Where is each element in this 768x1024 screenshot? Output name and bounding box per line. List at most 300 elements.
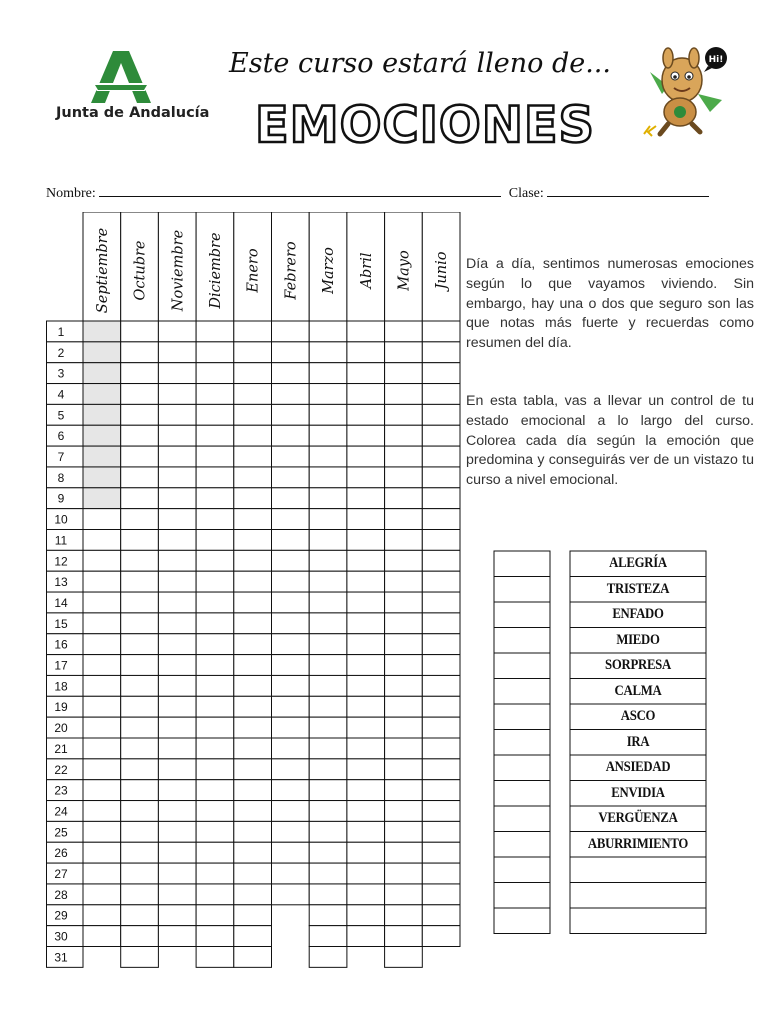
day-cell[interactable]: [347, 905, 385, 926]
day-cell[interactable]: [83, 363, 121, 384]
day-cell[interactable]: [385, 801, 423, 822]
day-cell[interactable]: [234, 842, 272, 863]
day-cell[interactable]: [385, 467, 423, 488]
day-cell[interactable]: [385, 717, 423, 738]
day-cell[interactable]: [347, 842, 385, 863]
day-cell[interactable]: [347, 363, 385, 384]
day-cell[interactable]: [309, 342, 347, 363]
day-cell[interactable]: [272, 863, 310, 884]
day-cell[interactable]: [309, 509, 347, 530]
name-field[interactable]: [99, 184, 501, 197]
day-cell[interactable]: [196, 467, 234, 488]
day-cell[interactable]: [158, 384, 196, 405]
day-cell[interactable]: [272, 759, 310, 780]
day-cell[interactable]: [158, 404, 196, 425]
day-cell[interactable]: [309, 821, 347, 842]
day-cell[interactable]: [385, 363, 423, 384]
day-cell[interactable]: [272, 384, 310, 405]
color-swatch-cell[interactable]: [494, 806, 550, 832]
day-cell[interactable]: [196, 488, 234, 509]
day-cell[interactable]: [196, 947, 234, 968]
day-cell[interactable]: [196, 863, 234, 884]
day-cell[interactable]: [347, 321, 385, 342]
color-swatch-cell[interactable]: [494, 628, 550, 654]
day-cell[interactable]: [83, 655, 121, 676]
day-cell[interactable]: [309, 675, 347, 696]
day-cell[interactable]: [158, 780, 196, 801]
day-cell[interactable]: [158, 696, 196, 717]
color-swatch-cell[interactable]: [494, 781, 550, 807]
day-cell[interactable]: [422, 696, 460, 717]
day-cell[interactable]: [83, 342, 121, 363]
day-cell[interactable]: [309, 655, 347, 676]
day-cell[interactable]: [309, 488, 347, 509]
day-cell[interactable]: [272, 446, 310, 467]
day-cell[interactable]: [121, 550, 159, 571]
day-cell[interactable]: [234, 571, 272, 592]
day-cell[interactable]: [309, 384, 347, 405]
day-cell[interactable]: [83, 717, 121, 738]
day-cell[interactable]: [234, 675, 272, 696]
day-cell[interactable]: [158, 655, 196, 676]
day-cell[interactable]: [422, 509, 460, 530]
day-cell[interactable]: [234, 759, 272, 780]
day-cell[interactable]: [83, 884, 121, 905]
day-cell[interactable]: [83, 321, 121, 342]
day-cell[interactable]: [422, 613, 460, 634]
day-cell[interactable]: [196, 530, 234, 551]
day-cell[interactable]: [121, 884, 159, 905]
day-cell[interactable]: [347, 488, 385, 509]
day-cell[interactable]: [385, 384, 423, 405]
day-cell[interactable]: [309, 550, 347, 571]
day-cell[interactable]: [196, 884, 234, 905]
day-cell[interactable]: [347, 759, 385, 780]
day-cell[interactable]: [385, 634, 423, 655]
day-cell[interactable]: [234, 425, 272, 446]
day-cell[interactable]: [385, 926, 423, 947]
day-cell[interactable]: [83, 696, 121, 717]
day-cell[interactable]: [385, 947, 423, 968]
day-cell[interactable]: [272, 488, 310, 509]
day-cell[interactable]: [422, 363, 460, 384]
day-cell[interactable]: [422, 467, 460, 488]
day-cell[interactable]: [158, 717, 196, 738]
day-cell[interactable]: [158, 675, 196, 696]
day-cell[interactable]: [272, 550, 310, 571]
day-cell[interactable]: [309, 884, 347, 905]
day-cell[interactable]: [196, 425, 234, 446]
day-cell[interactable]: [347, 655, 385, 676]
day-cell[interactable]: [272, 592, 310, 613]
day-cell[interactable]: [422, 530, 460, 551]
day-cell[interactable]: [196, 384, 234, 405]
day-cell[interactable]: [385, 738, 423, 759]
day-cell[interactable]: [234, 342, 272, 363]
day-cell[interactable]: [121, 842, 159, 863]
day-cell[interactable]: [234, 655, 272, 676]
day-cell[interactable]: [385, 759, 423, 780]
color-swatch-cell[interactable]: [494, 730, 550, 756]
day-cell[interactable]: [347, 592, 385, 613]
day-cell[interactable]: [385, 821, 423, 842]
day-cell[interactable]: [196, 613, 234, 634]
day-cell[interactable]: [83, 592, 121, 613]
day-cell[interactable]: [309, 947, 347, 968]
day-cell[interactable]: [272, 801, 310, 822]
day-cell[interactable]: [309, 321, 347, 342]
day-cell[interactable]: [385, 550, 423, 571]
day-cell[interactable]: [158, 592, 196, 613]
day-cell[interactable]: [422, 404, 460, 425]
day-cell[interactable]: [83, 905, 121, 926]
day-cell[interactable]: [158, 571, 196, 592]
day-cell[interactable]: [121, 947, 159, 968]
day-cell[interactable]: [422, 488, 460, 509]
day-cell[interactable]: [234, 550, 272, 571]
day-cell[interactable]: [309, 404, 347, 425]
day-cell[interactable]: [347, 884, 385, 905]
day-cell[interactable]: [121, 655, 159, 676]
day-cell[interactable]: [158, 801, 196, 822]
day-cell[interactable]: [272, 342, 310, 363]
day-cell[interactable]: [196, 801, 234, 822]
day-cell[interactable]: [422, 717, 460, 738]
day-cell[interactable]: [422, 738, 460, 759]
day-cell[interactable]: [196, 675, 234, 696]
day-cell[interactable]: [347, 675, 385, 696]
day-cell[interactable]: [121, 905, 159, 926]
day-cell[interactable]: [196, 446, 234, 467]
day-cell[interactable]: [347, 571, 385, 592]
day-cell[interactable]: [234, 404, 272, 425]
day-cell[interactable]: [309, 634, 347, 655]
day-cell[interactable]: [234, 780, 272, 801]
day-cell[interactable]: [234, 592, 272, 613]
day-cell[interactable]: [385, 342, 423, 363]
day-cell[interactable]: [234, 467, 272, 488]
day-cell[interactable]: [158, 905, 196, 926]
day-cell[interactable]: [196, 363, 234, 384]
day-cell[interactable]: [196, 821, 234, 842]
day-cell[interactable]: [121, 801, 159, 822]
day-cell[interactable]: [272, 634, 310, 655]
day-cell[interactable]: [347, 738, 385, 759]
day-cell[interactable]: [83, 801, 121, 822]
day-cell[interactable]: [347, 717, 385, 738]
day-cell[interactable]: [83, 550, 121, 571]
day-cell[interactable]: [385, 592, 423, 613]
day-cell[interactable]: [272, 780, 310, 801]
day-cell[interactable]: [309, 738, 347, 759]
day-cell[interactable]: [121, 717, 159, 738]
day-cell[interactable]: [158, 842, 196, 863]
day-cell[interactable]: [422, 675, 460, 696]
day-cell[interactable]: [422, 550, 460, 571]
day-cell[interactable]: [309, 926, 347, 947]
day-cell[interactable]: [347, 696, 385, 717]
day-cell[interactable]: [272, 675, 310, 696]
day-cell[interactable]: [121, 821, 159, 842]
day-cell[interactable]: [121, 759, 159, 780]
day-cell[interactable]: [385, 509, 423, 530]
day-cell[interactable]: [422, 759, 460, 780]
day-cell[interactable]: [347, 342, 385, 363]
day-cell[interactable]: [158, 821, 196, 842]
day-cell[interactable]: [83, 821, 121, 842]
day-cell[interactable]: [385, 863, 423, 884]
day-cell[interactable]: [422, 321, 460, 342]
day-cell[interactable]: [83, 926, 121, 947]
day-cell[interactable]: [196, 696, 234, 717]
day-cell[interactable]: [347, 467, 385, 488]
day-cell[interactable]: [158, 488, 196, 509]
day-cell[interactable]: [347, 425, 385, 446]
day-cell[interactable]: [272, 467, 310, 488]
color-swatch-cell[interactable]: [494, 832, 550, 858]
day-cell[interactable]: [309, 759, 347, 780]
day-cell[interactable]: [422, 634, 460, 655]
day-cell[interactable]: [422, 926, 460, 947]
color-swatch-cell[interactable]: [494, 908, 550, 934]
day-cell[interactable]: [272, 530, 310, 551]
day-cell[interactable]: [422, 342, 460, 363]
day-cell[interactable]: [121, 467, 159, 488]
day-cell[interactable]: [196, 342, 234, 363]
day-cell[interactable]: [422, 425, 460, 446]
day-cell[interactable]: [83, 467, 121, 488]
day-cell[interactable]: [234, 717, 272, 738]
day-cell[interactable]: [83, 738, 121, 759]
day-cell[interactable]: [121, 321, 159, 342]
day-cell[interactable]: [422, 863, 460, 884]
day-cell[interactable]: [234, 801, 272, 822]
day-cell[interactable]: [272, 696, 310, 717]
day-cell[interactable]: [385, 780, 423, 801]
day-cell[interactable]: [83, 613, 121, 634]
day-cell[interactable]: [158, 446, 196, 467]
day-cell[interactable]: [422, 801, 460, 822]
day-cell[interactable]: [196, 905, 234, 926]
day-cell[interactable]: [309, 571, 347, 592]
day-cell[interactable]: [158, 759, 196, 780]
day-cell[interactable]: [83, 488, 121, 509]
day-cell[interactable]: [196, 655, 234, 676]
day-cell[interactable]: [234, 613, 272, 634]
day-cell[interactable]: [385, 321, 423, 342]
day-cell[interactable]: [309, 863, 347, 884]
day-cell[interactable]: [158, 613, 196, 634]
day-cell[interactable]: [158, 509, 196, 530]
day-cell[interactable]: [196, 780, 234, 801]
day-cell[interactable]: [83, 863, 121, 884]
day-cell[interactable]: [272, 738, 310, 759]
day-cell[interactable]: [272, 613, 310, 634]
day-cell[interactable]: [121, 675, 159, 696]
day-cell[interactable]: [272, 363, 310, 384]
day-cell[interactable]: [121, 425, 159, 446]
day-cell[interactable]: [83, 425, 121, 446]
day-cell[interactable]: [422, 842, 460, 863]
day-cell[interactable]: [272, 717, 310, 738]
day-cell[interactable]: [234, 509, 272, 530]
day-cell[interactable]: [234, 530, 272, 551]
day-cell[interactable]: [196, 634, 234, 655]
day-cell[interactable]: [309, 592, 347, 613]
day-cell[interactable]: [234, 738, 272, 759]
day-cell[interactable]: [121, 634, 159, 655]
day-cell[interactable]: [422, 884, 460, 905]
day-cell[interactable]: [158, 863, 196, 884]
day-cell[interactable]: [83, 842, 121, 863]
day-cell[interactable]: [196, 550, 234, 571]
day-cell[interactable]: [158, 738, 196, 759]
day-cell[interactable]: [309, 801, 347, 822]
day-cell[interactable]: [347, 509, 385, 530]
day-cell[interactable]: [121, 404, 159, 425]
day-cell[interactable]: [309, 363, 347, 384]
class-field[interactable]: [547, 184, 709, 197]
color-swatch-cell[interactable]: [494, 704, 550, 730]
day-cell[interactable]: [158, 425, 196, 446]
color-swatch-cell[interactable]: [494, 857, 550, 883]
day-cell[interactable]: [385, 675, 423, 696]
day-cell[interactable]: [385, 571, 423, 592]
day-cell[interactable]: [309, 780, 347, 801]
day-cell[interactable]: [272, 321, 310, 342]
color-swatch-cell[interactable]: [494, 883, 550, 909]
day-cell[interactable]: [309, 530, 347, 551]
day-cell[interactable]: [121, 571, 159, 592]
day-cell[interactable]: [309, 842, 347, 863]
day-cell[interactable]: [422, 592, 460, 613]
day-cell[interactable]: [196, 738, 234, 759]
day-cell[interactable]: [309, 446, 347, 467]
day-cell[interactable]: [121, 738, 159, 759]
day-cell[interactable]: [83, 446, 121, 467]
day-cell[interactable]: [196, 321, 234, 342]
day-cell[interactable]: [309, 467, 347, 488]
day-cell[interactable]: [234, 384, 272, 405]
day-cell[interactable]: [121, 446, 159, 467]
day-cell[interactable]: [422, 821, 460, 842]
day-cell[interactable]: [385, 905, 423, 926]
color-swatch-cell[interactable]: [494, 577, 550, 603]
day-cell[interactable]: [121, 926, 159, 947]
day-cell[interactable]: [385, 488, 423, 509]
day-cell[interactable]: [422, 655, 460, 676]
day-cell[interactable]: [83, 530, 121, 551]
day-cell[interactable]: [422, 905, 460, 926]
day-cell[interactable]: [83, 759, 121, 780]
day-cell[interactable]: [83, 509, 121, 530]
day-cell[interactable]: [158, 467, 196, 488]
day-cell[interactable]: [83, 384, 121, 405]
day-cell[interactable]: [347, 530, 385, 551]
day-cell[interactable]: [272, 821, 310, 842]
day-cell[interactable]: [234, 926, 272, 947]
day-cell[interactable]: [272, 425, 310, 446]
day-cell[interactable]: [272, 842, 310, 863]
day-cell[interactable]: [347, 384, 385, 405]
day-cell[interactable]: [196, 509, 234, 530]
day-cell[interactable]: [385, 404, 423, 425]
day-cell[interactable]: [309, 905, 347, 926]
day-cell[interactable]: [121, 613, 159, 634]
day-cell[interactable]: [158, 363, 196, 384]
day-cell[interactable]: [422, 780, 460, 801]
day-cell[interactable]: [196, 759, 234, 780]
day-cell[interactable]: [158, 884, 196, 905]
day-cell[interactable]: [196, 842, 234, 863]
day-cell[interactable]: [196, 404, 234, 425]
day-cell[interactable]: [234, 696, 272, 717]
day-cell[interactable]: [272, 509, 310, 530]
day-cell[interactable]: [83, 634, 121, 655]
day-cell[interactable]: [347, 634, 385, 655]
day-cell[interactable]: [196, 571, 234, 592]
day-cell[interactable]: [83, 404, 121, 425]
day-cell[interactable]: [158, 926, 196, 947]
day-cell[interactable]: [121, 780, 159, 801]
day-cell[interactable]: [347, 613, 385, 634]
day-cell[interactable]: [234, 863, 272, 884]
day-cell[interactable]: [347, 821, 385, 842]
color-swatch-cell[interactable]: [494, 602, 550, 628]
day-cell[interactable]: [196, 717, 234, 738]
day-cell[interactable]: [347, 550, 385, 571]
color-swatch-cell[interactable]: [494, 679, 550, 705]
day-cell[interactable]: [234, 634, 272, 655]
day-cell[interactable]: [309, 696, 347, 717]
day-cell[interactable]: [121, 384, 159, 405]
day-cell[interactable]: [309, 717, 347, 738]
day-cell[interactable]: [272, 884, 310, 905]
day-cell[interactable]: [121, 863, 159, 884]
day-cell[interactable]: [272, 571, 310, 592]
day-cell[interactable]: [385, 655, 423, 676]
day-cell[interactable]: [121, 530, 159, 551]
day-cell[interactable]: [385, 613, 423, 634]
color-swatch-cell[interactable]: [494, 755, 550, 781]
day-cell[interactable]: [121, 592, 159, 613]
day-cell[interactable]: [234, 363, 272, 384]
day-cell[interactable]: [422, 384, 460, 405]
day-cell[interactable]: [196, 926, 234, 947]
day-cell[interactable]: [158, 342, 196, 363]
color-swatch-cell[interactable]: [494, 551, 550, 577]
day-cell[interactable]: [347, 404, 385, 425]
day-cell[interactable]: [121, 488, 159, 509]
day-cell[interactable]: [422, 571, 460, 592]
day-cell[interactable]: [83, 675, 121, 696]
day-cell[interactable]: [385, 696, 423, 717]
day-cell[interactable]: [272, 655, 310, 676]
day-cell[interactable]: [196, 592, 234, 613]
day-cell[interactable]: [234, 905, 272, 926]
day-cell[interactable]: [309, 425, 347, 446]
day-cell[interactable]: [347, 801, 385, 822]
day-cell[interactable]: [121, 696, 159, 717]
day-cell[interactable]: [234, 821, 272, 842]
day-cell[interactable]: [158, 530, 196, 551]
day-cell[interactable]: [158, 321, 196, 342]
day-cell[interactable]: [309, 613, 347, 634]
color-swatch-cell[interactable]: [494, 653, 550, 679]
day-cell[interactable]: [83, 571, 121, 592]
day-cell[interactable]: [385, 425, 423, 446]
day-cell[interactable]: [347, 863, 385, 884]
